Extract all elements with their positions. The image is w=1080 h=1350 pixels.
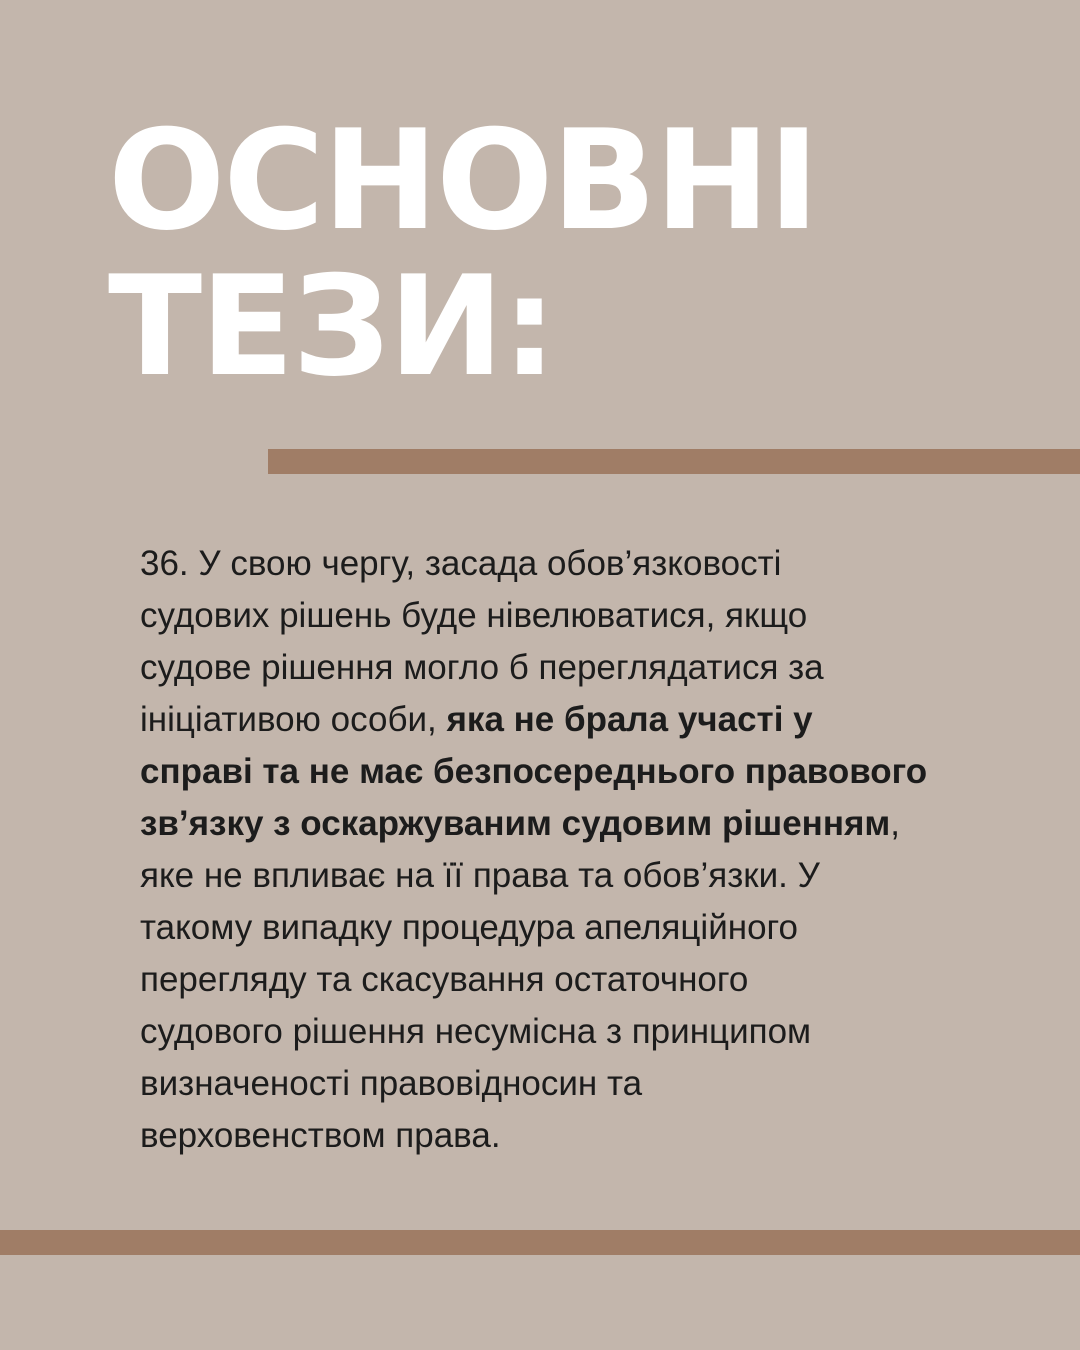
- thesis-line: такому випадку процедура апеляційного: [140, 908, 799, 947]
- title-line-1: ОСНОВНІ: [108, 100, 818, 261]
- thesis-emphasis: зв’язку з оскаржуваним судовим рішенням: [140, 804, 891, 843]
- thesis-line: [140, 694, 1020, 746]
- thesis-text: ініціативою особи,: [140, 700, 447, 739]
- thesis-line: судового рішення несумісна з принципом: [140, 1012, 812, 1051]
- thesis-line: [140, 798, 1020, 850]
- thesis-emphasis: яка не брала участі у: [446, 700, 813, 739]
- thesis-line: яке не впливає на її права та обов’язки. У: [140, 856, 820, 895]
- title-line-2: ТЕЗИ:: [108, 246, 556, 407]
- thesis-emphasis-line: справі та не має безпосереднього правового: [140, 752, 928, 791]
- thesis-line: судове рішення могло б переглядатися за: [140, 648, 824, 687]
- thesis-paragraph: [140, 538, 1020, 1162]
- thesis-line: визначеності правовідносин та: [140, 1064, 643, 1103]
- bottom-divider: [0, 1230, 1080, 1255]
- thesis-line: судових рішень буде нівелюватися, якщо: [140, 596, 808, 635]
- slide-title: [108, 100, 818, 407]
- thesis-line: верховенством права.: [140, 1116, 501, 1155]
- thesis-text: ,: [890, 804, 901, 843]
- thesis-line: перегляду та скасування остаточного: [140, 960, 749, 999]
- thesis-line: 36. У свою чергу, засада обов’язковості: [140, 544, 782, 583]
- top-divider: [268, 449, 1080, 474]
